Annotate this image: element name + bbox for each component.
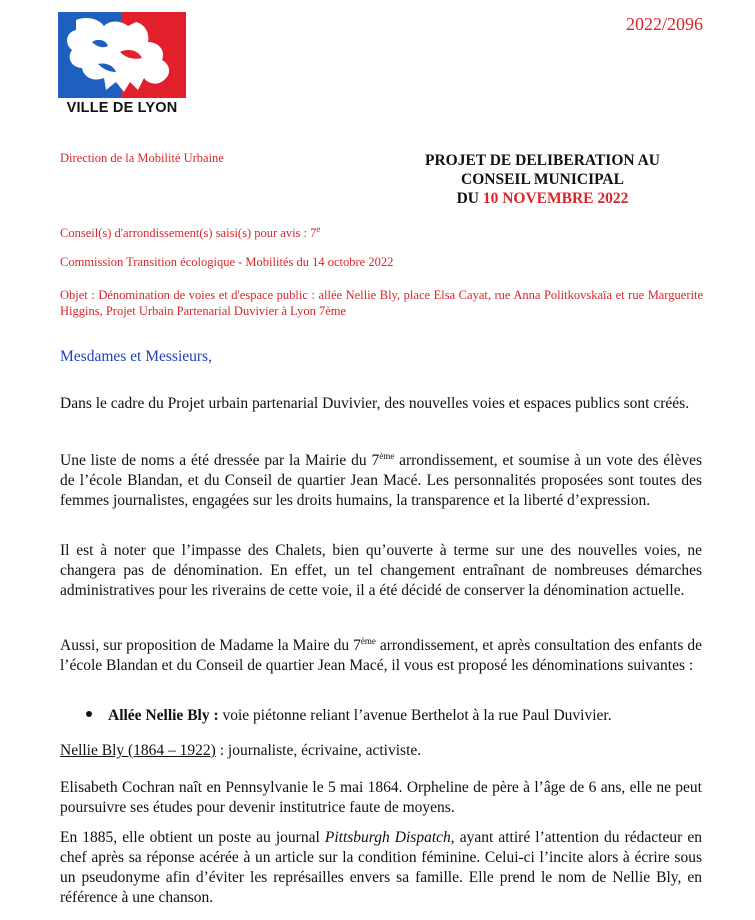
objet-text: Dénomination de voies et d'espace public : allée Nellie Bly, place Elsa Cayat, rue Anna Politkovskaïa et rue Marguerite Higgins, Projet Urbain Partenarial Duvivier à Lyon 7ème [60, 288, 703, 318]
salutation: Mesdames et Messieurs, [60, 348, 212, 365]
city-logo [58, 12, 186, 124]
objet-label: Objet : [60, 288, 99, 302]
p6-part-a: En 1885, elle obtient un poste au journal [60, 829, 325, 846]
bullet-bold: Allée Nellie Bly : [108, 707, 219, 724]
p4-part-b: arrondissement, et après consultation des enfants de l’école Blandan et du Conseil de quartier Jean Macé, il vous est proposé les dénominations suivantes : [60, 637, 702, 675]
bullet-text: voie piétonne reliant l’avenue Berthelot à la rue Paul Duvivier. [218, 707, 612, 724]
p2-sup: ème [379, 451, 395, 461]
nellie-name: Nellie Bly (1864 – 1922) [60, 742, 216, 759]
objet-block [60, 287, 703, 319]
p2-part-a: Une liste de noms a été dressée par la Mairie du 7 [60, 452, 380, 470]
nellie-description: : journaliste, écrivaine, activiste. [215, 742, 422, 759]
project-title-date: 10 NOVEMBRE 2022 [482, 190, 629, 207]
conseil-text: Conseil(s) d'arrondissement(s) saisi(s) pour avis : 7 [60, 226, 317, 241]
project-title-line3 [405, 189, 680, 208]
p6-italic: Pittsburgh Dispatch [324, 829, 451, 846]
document-number: 2022/2096 [625, 14, 703, 34]
conseil-arrondissement [60, 221, 320, 241]
paragraph-5: Elisabeth Cochran naît en Pennsylvanie le 5 mai 1864. Orpheline de père à l’âge de 6 ans, elle ne peut poursuivre ses études pour devenir institutrice faute de moyens. [60, 779, 702, 816]
lion-emblem-icon [58, 12, 186, 98]
project-title-line2: CONSEIL MUNICIPAL [461, 171, 624, 188]
paragraph-1: Dans le cadre du Projet urbain partenarial Duvivier, des nouvelles voies et espaces publics sont créés. [60, 395, 690, 412]
commission-line: Commission Transition écologique - Mobilités du 14 octobre 2022 [60, 255, 394, 269]
project-title [405, 151, 680, 208]
logo-caption: VILLE DE LYON [66, 100, 178, 116]
p6-part-b: , ayant attiré l’attention du rédacteur en chef après sa réponse acérée à un article sur la condition féminine. Celui-ci l’incite alors à écrire sous un pseudonyme afin d’éviter les représailles envers sa famille. Elle prend le nom de Nellie Bly, en référence à une chanson. [60, 829, 702, 906]
list-item [86, 707, 612, 725]
project-title-du: DU [456, 190, 479, 207]
bullet-icon [86, 711, 92, 717]
paragraph-6 [60, 828, 702, 908]
paragraph-4 [60, 631, 702, 676]
paragraph-3: Il est à noter que l’impasse des Chalets, bien qu’ouverte à terme sur une des nouvelles voies, ne changera pas de dénomination. En effet, un tel changement entraînant de nombreuses démarches administratives pour les riverains de cette voie, il a été décidé de conserver la dénomination actuelle. [60, 542, 702, 599]
conseil-sup: e [316, 224, 321, 234]
paragraph-2 [60, 446, 702, 511]
project-title-line1: PROJET DE DELIBERATION AU [425, 152, 660, 169]
direction-label: Direction de la Mobilité Urbaine [60, 151, 224, 165]
p2-part-b: arrondissement, et soumise à un vote des élèves de l’école Blandan, et du Conseil de quartier Jean Macé. Les personnalités proposées sont toutes des femmes journalistes, engagées sur les droits humains, la transparence et la liberté d’expression. [60, 452, 702, 510]
p4-part-a: Aussi, sur proposition de Madame la Maire du 7 [60, 637, 361, 655]
p4-sup: ème [360, 636, 376, 646]
nellie-heading [60, 742, 421, 760]
